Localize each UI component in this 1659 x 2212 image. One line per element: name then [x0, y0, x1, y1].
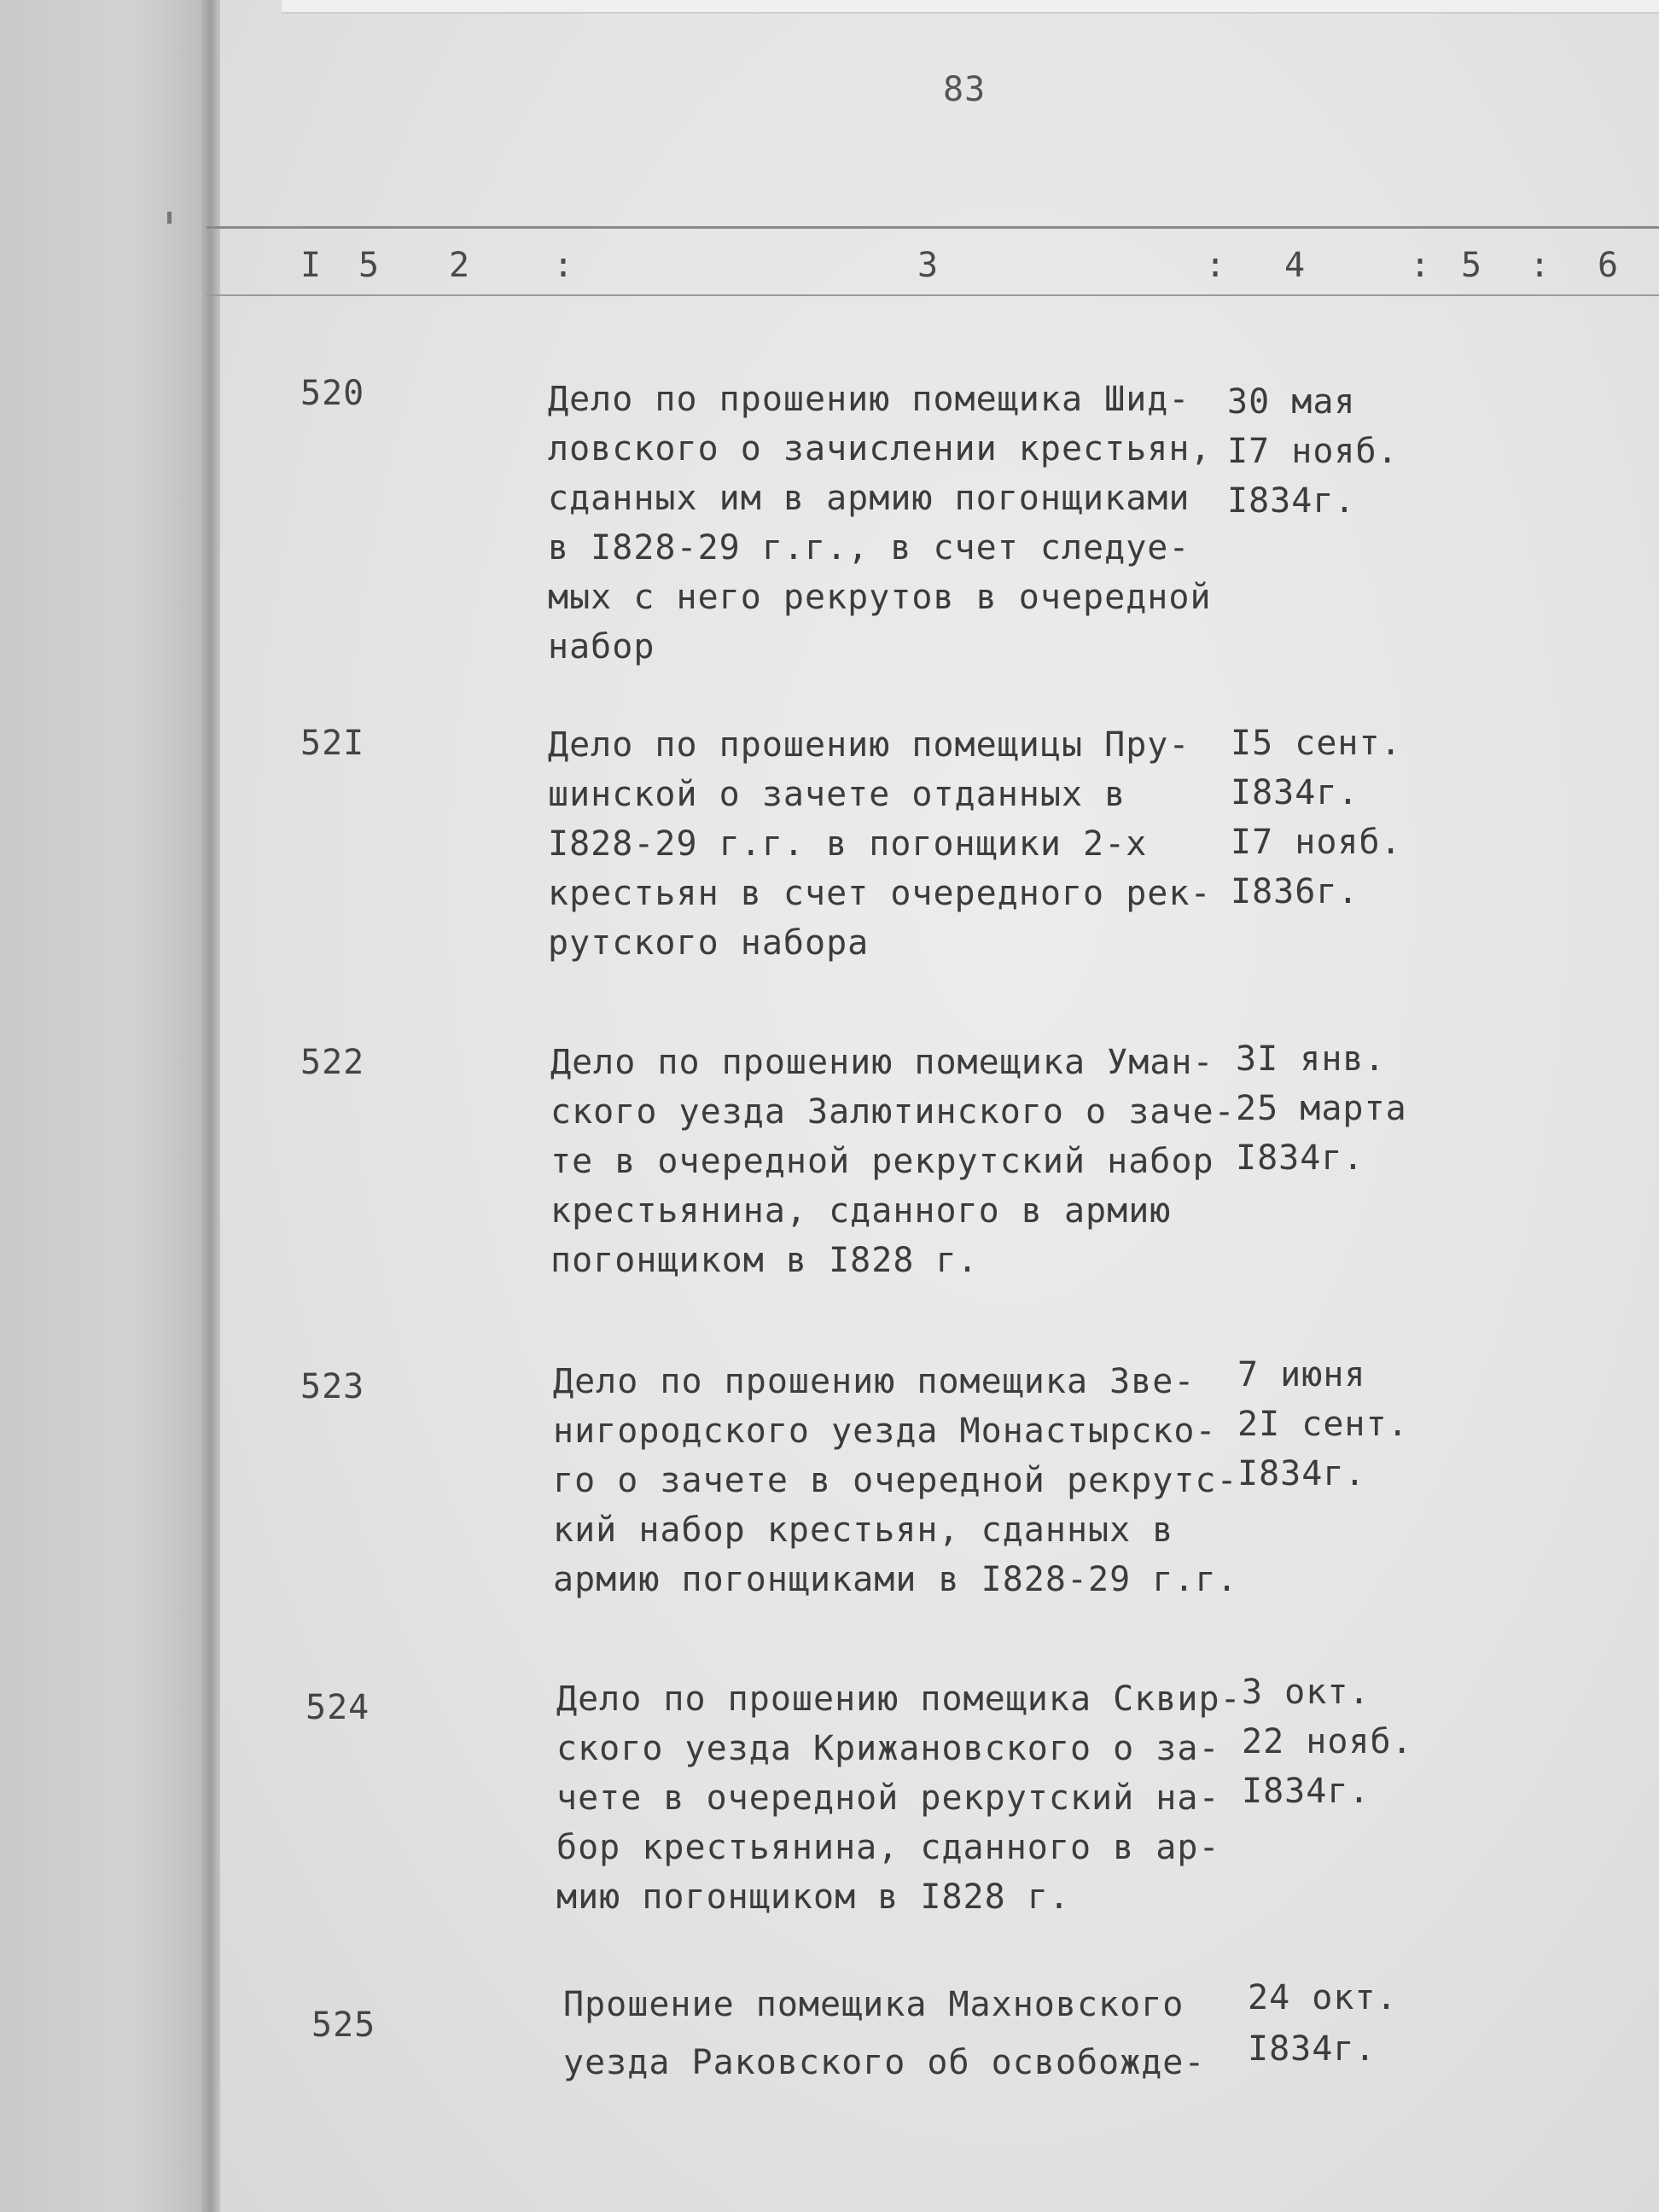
- column-header: 2: [449, 246, 471, 285]
- entry-date-line: 3 окт.: [1242, 1673, 1371, 1712]
- entry-date-line: I834г.: [1248, 2029, 1377, 2069]
- column-header: 6: [1598, 246, 1620, 285]
- entry-number: 524: [306, 1688, 370, 1727]
- entry-description-line: погонщиком в I828 г.: [550, 1241, 979, 1280]
- entry-number: 523: [300, 1367, 365, 1406]
- entry-date-line: I836г.: [1231, 872, 1359, 911]
- entry-description-line: набор: [548, 627, 655, 667]
- column-header: 3: [917, 246, 940, 285]
- entry-description-line: бор крестьянина, сданного в ар-: [556, 1828, 1220, 1867]
- entry-date-line: 24 окт.: [1248, 1978, 1398, 2017]
- entry-date-line: 30 мая: [1227, 382, 1356, 422]
- header-rule-bottom: [207, 294, 1659, 296]
- entry-description-line: шинской о зачете отданных в: [548, 775, 1126, 814]
- entry-date-line: 25 марта: [1236, 1089, 1407, 1128]
- entry-description-line: крестьянина, сданного в армию: [550, 1191, 1172, 1231]
- entry-date-line: I834г.: [1231, 773, 1359, 812]
- entry-date-line: I834г.: [1242, 1772, 1371, 1811]
- entry-date-line: I834г.: [1237, 1454, 1366, 1493]
- entry-date-line: 7 июня: [1237, 1355, 1366, 1394]
- entry-description-line: рутского набора: [548, 923, 870, 963]
- entry-date-line: I834г.: [1236, 1138, 1365, 1178]
- entry-date-line: 3I янв.: [1236, 1039, 1386, 1079]
- entry-description-line: Дело по прошению помещика Зве-: [553, 1362, 1196, 1401]
- column-header: 5: [358, 246, 381, 285]
- column-separator: :: [1529, 246, 1551, 285]
- page-number: 83: [943, 70, 987, 109]
- entry-date-line: I5 сент.: [1231, 724, 1402, 763]
- header-rule-top: [207, 226, 1659, 229]
- column-separator: :: [1205, 246, 1227, 285]
- column-separator: :: [553, 246, 575, 285]
- entry-date-line: I7 нояб.: [1231, 823, 1402, 862]
- entry-description-line: ского уезда Залютинского о заче-: [550, 1092, 1236, 1132]
- entry-description-line: те в очередной рекрутский набор: [550, 1142, 1214, 1181]
- entry-description-line: Дело по прошению помещика Шид-: [548, 380, 1190, 419]
- entry-number: 522: [300, 1043, 365, 1082]
- entry-date-line: I834г.: [1227, 481, 1356, 521]
- entry-description-line: Прошение помещика Махновского: [563, 1985, 1185, 2024]
- entry-description-line: сданных им в армию погонщиками: [548, 479, 1190, 518]
- entry-description-line: мию погонщиком в I828 г.: [556, 1877, 1070, 1917]
- entry-date-line: I7 нояб.: [1227, 432, 1399, 471]
- entry-number: 52I: [300, 724, 365, 763]
- entry-description-line: кий набор крестьян, сданных в: [553, 1511, 1174, 1550]
- facing-page-edge: [0, 0, 213, 2212]
- entry-description-line: Дело по прошению помещицы Пру-: [548, 725, 1190, 765]
- entry-description-line: Дело по прошению помещика Сквир-: [556, 1679, 1242, 1719]
- entry-description-line: мых с него рекрутов в очередной: [548, 578, 1212, 617]
- entry-description-line: уезда Раковского об освобожде-: [563, 2043, 1206, 2082]
- entry-description-line: ловского о зачислении крестьян,: [548, 429, 1212, 469]
- entry-description-line: крестьян в счет очередного рек-: [548, 874, 1212, 913]
- top-sheet-edge: [282, 0, 1659, 14]
- column-header: 4: [1284, 246, 1307, 285]
- entry-description-line: I828-29 г.г. в погонщики 2-х: [548, 824, 1148, 864]
- margin-mark: [167, 212, 172, 224]
- entry-date-line: 22 нояб.: [1242, 1722, 1413, 1761]
- entry-description-line: армию погонщиками в I828-29 г.г.: [553, 1560, 1238, 1599]
- column-header: I: [300, 246, 323, 285]
- entry-number: 525: [311, 2005, 376, 2045]
- entry-description-line: в I828-29 г.г., в счет следуе-: [548, 528, 1190, 568]
- entry-number: 520: [300, 374, 365, 413]
- entry-date-line: 2I сент.: [1237, 1405, 1409, 1444]
- entry-description-line: нигородского уезда Монастырско-: [553, 1412, 1217, 1451]
- entry-description-line: го о зачете в очередной рекрутс-: [553, 1461, 1238, 1500]
- column-separator: :: [1410, 246, 1432, 285]
- entry-description-line: чете в очередной рекрутский на-: [556, 1778, 1220, 1818]
- entry-description-line: ского уезда Крижановского о за-: [556, 1729, 1220, 1768]
- column-header: 5: [1461, 246, 1483, 285]
- book-gutter: [201, 0, 220, 2212]
- entry-description-line: Дело по прошению помещика Уман-: [550, 1043, 1214, 1082]
